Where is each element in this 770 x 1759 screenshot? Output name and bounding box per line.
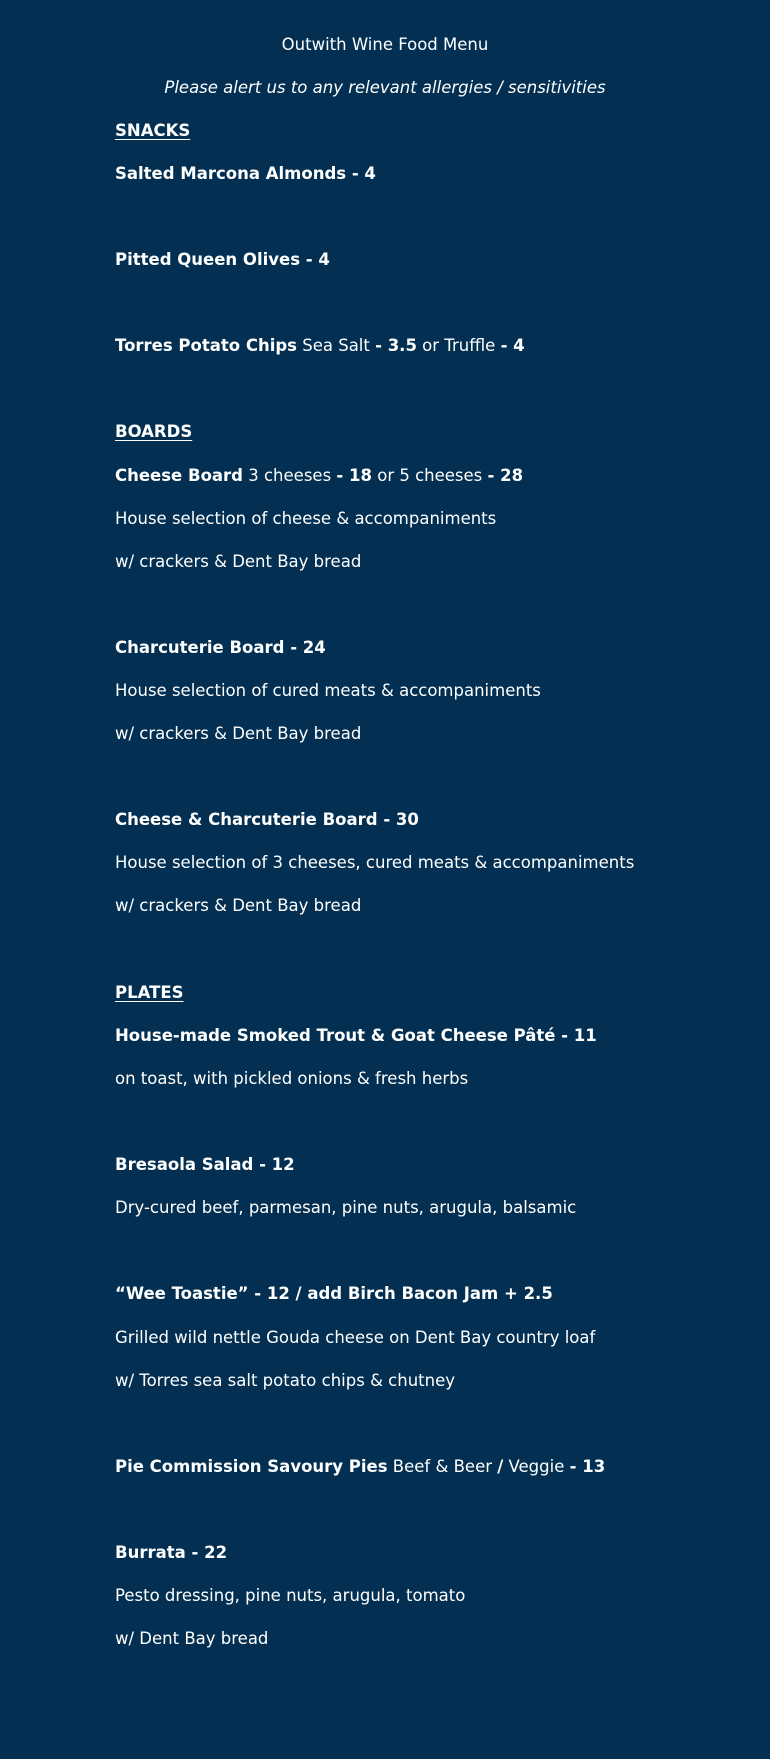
item-name: Pie Commission Savoury Pies: [115, 1457, 388, 1476]
item-price: - 4: [500, 336, 525, 355]
item-price: - 18: [336, 466, 372, 485]
item-option: or 5 cheeses: [371, 466, 488, 485]
item-almonds: Salted Marcona Almonds - 4: [115, 164, 376, 183]
item-description: on toast, with pickled onions & fresh herbs: [115, 1069, 469, 1088]
item-pies: [115, 1456, 730, 1478]
item-bresaola: Bresaola Salad - 12: [115, 1155, 295, 1174]
menu-title: Outwith Wine Food Menu: [281, 35, 489, 54]
item-side: w/ crackers & Dent Bay bread: [115, 552, 362, 571]
item-option: or Truffle: [416, 336, 501, 355]
item-description: Pesto dressing, pine nuts, arugula, tomato: [115, 1586, 466, 1605]
item-option: Veggie: [503, 1457, 570, 1476]
item-cheese-board: [115, 465, 730, 487]
item-description: House selection of 3 cheeses, cured meats & accompaniments: [115, 853, 635, 872]
item-side: w/ crackers & Dent Bay bread: [115, 896, 362, 915]
item-option: 3 cheeses: [243, 466, 337, 485]
item-description: House selection of cheese & accompaniments: [115, 509, 497, 528]
item-olives: Pitted Queen Olives - 4: [115, 250, 330, 269]
item-description: House selection of cured meats & accompaniments: [115, 681, 541, 700]
item-burrata: Burrata - 22: [115, 1543, 228, 1562]
section-heading-snacks: SNACKS: [115, 121, 191, 140]
section-heading-plates: PLATES: [115, 983, 184, 1002]
item-side: w/ Torres sea salt potato chips & chutney: [115, 1371, 456, 1390]
item-name: Cheese Board: [115, 466, 243, 485]
item-name: Torres Potato Chips: [115, 336, 297, 355]
item-pate: House-made Smoked Trout & Goat Cheese Pâté - 11: [115, 1026, 597, 1045]
item-option: Beef & Beer: [387, 1457, 498, 1476]
item-price: - 28: [487, 466, 524, 485]
item-description: Dry-cured beef, parmesan, pine nuts, arugula, balsamic: [115, 1198, 577, 1217]
item-price: - 13: [569, 1457, 606, 1476]
item-price: - 3.5: [375, 336, 417, 355]
item-combo-board: Cheese & Charcuterie Board - 30: [115, 810, 419, 829]
item-option: Sea Salt: [297, 336, 376, 355]
item-separator: /: [497, 1457, 504, 1476]
item-description: Grilled wild nettle Gouda cheese on Dent Bay country loaf: [115, 1328, 596, 1347]
section-heading-boards: BOARDS: [115, 422, 193, 441]
item-chips: [115, 335, 730, 357]
item-side: w/ crackers & Dent Bay bread: [115, 724, 362, 743]
item-charcuterie-board: Charcuterie Board - 24: [115, 638, 326, 657]
item-side: w/ Dent Bay bread: [115, 1629, 269, 1648]
allergy-note: Please alert us to any relevant allergies / sensitivities: [164, 78, 606, 97]
item-toastie: “Wee Toastie” - 12 / add Birch Bacon Jam + 2.5: [115, 1284, 553, 1303]
